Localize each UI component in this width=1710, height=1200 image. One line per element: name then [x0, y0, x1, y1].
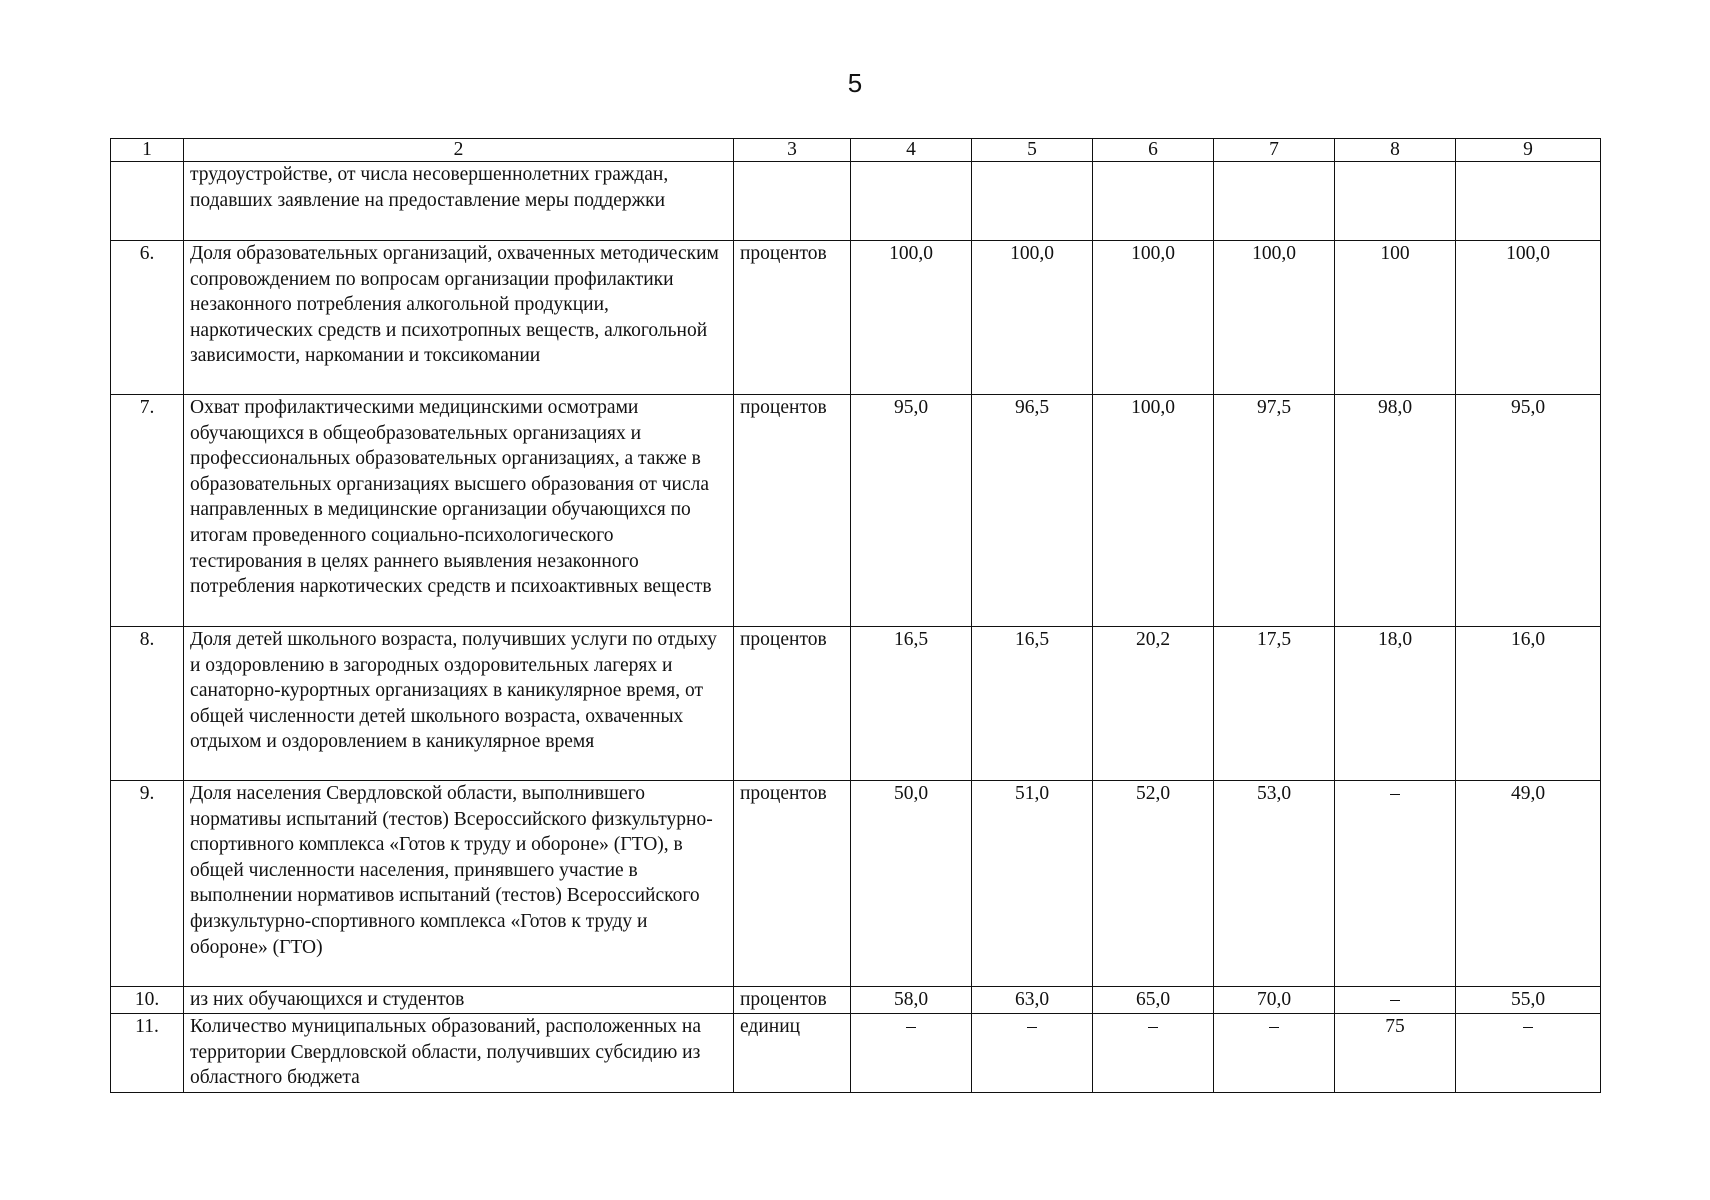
unit-cell: единиц	[734, 1014, 851, 1093]
value-cell: 98,0	[1335, 395, 1456, 627]
table-row	[111, 395, 1601, 627]
value-cell: 16,5	[972, 627, 1093, 781]
row-number: 11.	[111, 1014, 184, 1093]
value-cell	[1093, 162, 1214, 241]
value-cell: 50,0	[851, 781, 972, 987]
row-number	[111, 162, 184, 241]
value-cell: 53,0	[1214, 781, 1335, 987]
unit-cell: процентов	[734, 781, 851, 987]
value-cell: 63,0	[972, 987, 1093, 1014]
column-header-row	[111, 139, 1601, 162]
indicator-name: Доля населения Свердловской области, выполнившего нормативы испытаний (тестов) Всероссийского физкультурно-спортивного комплекса «Готов к труду и обороне» (ГТО), в общей численности населения, принявшего участие в выполнении нормативов испытаний (тестов) Всероссийского физкультурно-спортивного комплекса «Готов к труду и обороне» (ГТО)	[184, 781, 734, 987]
value-cell	[1335, 162, 1456, 241]
value-cell: –	[1093, 1014, 1214, 1093]
column-header: 4	[851, 139, 972, 162]
unit-cell: процентов	[734, 987, 851, 1014]
row-number: 9.	[111, 781, 184, 987]
value-cell	[851, 162, 972, 241]
column-header: 1	[111, 139, 184, 162]
value-cell: –	[1335, 987, 1456, 1014]
value-cell: 97,5	[1214, 395, 1335, 627]
value-cell: 100,0	[851, 241, 972, 395]
value-cell: 65,0	[1093, 987, 1214, 1014]
column-header: 6	[1093, 139, 1214, 162]
table-row	[111, 627, 1601, 781]
value-cell	[1214, 162, 1335, 241]
value-cell: 16,0	[1456, 627, 1601, 781]
column-header: 2	[184, 139, 734, 162]
value-cell: 100	[1335, 241, 1456, 395]
row-number: 6.	[111, 241, 184, 395]
indicator-name: трудоустройстве, от числа несовершеннолетних граждан, подавших заявление на предоставление меры поддержки	[184, 162, 734, 241]
row-number: 7.	[111, 395, 184, 627]
indicator-name: из них обучающихся и студентов	[184, 987, 734, 1014]
value-cell: 55,0	[1456, 987, 1601, 1014]
value-cell: 100,0	[1093, 395, 1214, 627]
value-cell: 16,5	[851, 627, 972, 781]
value-cell: 51,0	[972, 781, 1093, 987]
row-number: 10.	[111, 987, 184, 1014]
value-cell: 100,0	[1214, 241, 1335, 395]
table-row	[111, 241, 1601, 395]
value-cell: –	[1214, 1014, 1335, 1093]
indicator-name: Количество муниципальных образований, расположенных на территории Свердловской области, получивших субсидию из областного бюджета	[184, 1014, 734, 1093]
value-cell: 95,0	[1456, 395, 1601, 627]
table-row	[111, 781, 1601, 987]
value-cell: 20,2	[1093, 627, 1214, 781]
table-row	[111, 987, 1601, 1014]
column-header: 9	[1456, 139, 1601, 162]
column-header: 7	[1214, 139, 1335, 162]
value-cell: –	[851, 1014, 972, 1093]
value-cell: 100,0	[1456, 241, 1601, 395]
value-cell	[1456, 162, 1601, 241]
value-cell: 58,0	[851, 987, 972, 1014]
column-header: 3	[734, 139, 851, 162]
table-row	[111, 162, 1601, 241]
unit-cell: процентов	[734, 395, 851, 627]
value-cell: 75	[1335, 1014, 1456, 1093]
value-cell: 18,0	[1335, 627, 1456, 781]
value-cell: –	[972, 1014, 1093, 1093]
table-row	[111, 1014, 1601, 1093]
value-cell: 49,0	[1456, 781, 1601, 987]
value-cell: 95,0	[851, 395, 972, 627]
column-header: 8	[1335, 139, 1456, 162]
value-cell: 17,5	[1214, 627, 1335, 781]
unit-cell: процентов	[734, 627, 851, 781]
value-cell: –	[1456, 1014, 1601, 1093]
value-cell	[972, 162, 1093, 241]
indicator-name: Доля детей школьного возраста, получивших услуги по отдыху и оздоровлению в загородных оздоровительных лагерях и санаторно-курортных организациях в каникулярное время, от общей численности детей школьного возраста, охваченных отдыхом и оздоровлением в каникулярное время	[184, 627, 734, 781]
value-cell: 52,0	[1093, 781, 1214, 987]
value-cell: 96,5	[972, 395, 1093, 627]
value-cell: 100,0	[1093, 241, 1214, 395]
indicators-table	[110, 138, 1601, 1093]
column-header: 5	[972, 139, 1093, 162]
value-cell: –	[1335, 781, 1456, 987]
value-cell: 100,0	[972, 241, 1093, 395]
indicator-name: Доля образовательных организаций, охваченных методическим сопровождением по вопросам организации профилактики незаконного потребления алкогольной продукции, наркотических средств и психотропных веществ, алкогольной зависимости, наркомании и токсикомании	[184, 241, 734, 395]
page-number: 5	[847, 68, 863, 98]
indicator-name: Охват профилактическими медицинскими осмотрами обучающихся в общеобразовательных организациях и профессиональных образовательных организациях, а также в образовательных организациях высшего образования от числа направленных в медицинские организации обучающихся по итогам проведенного социально-психологического тестирования в целях раннего выявления незаконного потребления наркотических средств и психоактивных веществ	[184, 395, 734, 627]
row-number: 8.	[111, 627, 184, 781]
unit-cell	[734, 162, 851, 241]
unit-cell: процентов	[734, 241, 851, 395]
value-cell: 70,0	[1214, 987, 1335, 1014]
